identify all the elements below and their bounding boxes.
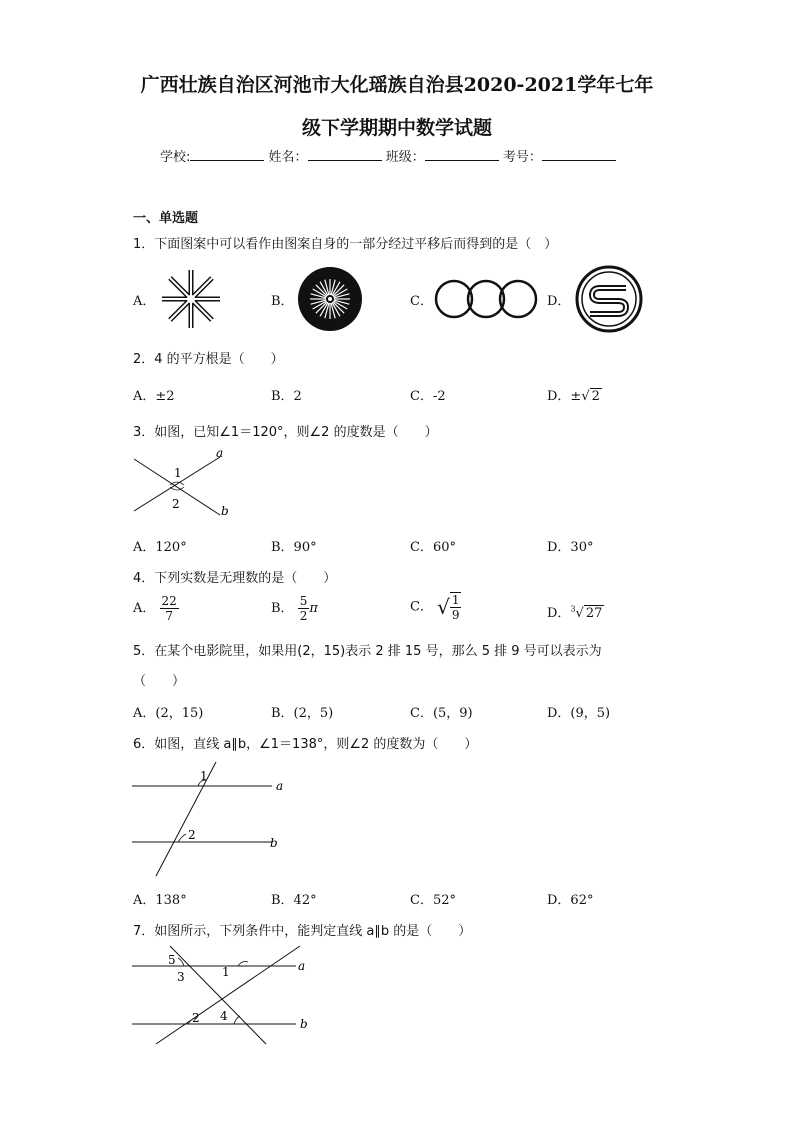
q4-option-c: C． √ $\frac{1}{9}$ bbox=[410, 593, 460, 622]
question-5-stem-line2: （ ） bbox=[133, 674, 186, 689]
q5-option-d: D．(9，5) bbox=[547, 706, 611, 721]
q4-d-root-index: 3 bbox=[570, 604, 576, 614]
exam-no-field[interactable] bbox=[542, 148, 616, 161]
q4-option-c-fraction bbox=[450, 592, 462, 622]
q3-option-c: C．60° bbox=[410, 540, 456, 555]
q3-angle-1-label: 1 bbox=[174, 466, 182, 480]
q5-option-c: C．(5，9) bbox=[410, 706, 473, 721]
q4-option-d: D．$^3$√ 27 bbox=[547, 604, 603, 621]
question-7-stem: 7．如图所示，下列条件中，能判定直线 a∥b 的是（ ） bbox=[133, 924, 472, 939]
q6-line-b-label: b bbox=[270, 836, 278, 850]
q3-angle-2-label: 2 bbox=[172, 497, 180, 511]
q1-option-b-label: B． bbox=[271, 294, 294, 309]
q3-option-a: A．120° bbox=[133, 540, 187, 555]
exam-no-label: 考号： bbox=[502, 150, 542, 165]
q3-option-b: B．90° bbox=[271, 540, 317, 555]
q7-line-b-label: b bbox=[300, 1017, 308, 1031]
q4-option-a bbox=[133, 594, 179, 623]
q1-star-burst-figure bbox=[158, 266, 224, 332]
q7-angle-5-label: 5 bbox=[168, 953, 176, 967]
q6-option-b: B．42° bbox=[271, 893, 317, 908]
q6-option-a: A．138° bbox=[133, 893, 187, 908]
q2-option-d-radicand: 2 bbox=[591, 389, 600, 404]
q4-option-d-prefix: D． bbox=[547, 606, 571, 621]
q4-c-numerator: 1 bbox=[451, 593, 460, 607]
q1-sun-circle-figure bbox=[296, 266, 364, 332]
name-field[interactable] bbox=[308, 148, 382, 161]
q6-line-a-label: a bbox=[276, 779, 284, 793]
q2-option-d: D．±√ 2 bbox=[547, 389, 600, 404]
question-3-stem: 3．如图，已知∠1＝120°，则∠2 的度数是（ ） bbox=[133, 425, 438, 440]
q7-angle-2-label: 2 bbox=[192, 1011, 200, 1025]
question-6-stem: 6．如图，直线 a∥b，∠1＝138°，则∠2 的度数为（ ） bbox=[133, 737, 478, 752]
school-field[interactable] bbox=[190, 148, 264, 161]
q7-parallel-lines-figure bbox=[130, 944, 320, 1048]
question-2-stem: 2．4 的平方根是（ ） bbox=[133, 352, 284, 367]
q4-option-c-prefix: C． bbox=[410, 599, 433, 615]
q3-intersecting-lines-figure bbox=[130, 447, 240, 523]
q6-parallel-lines-figure bbox=[130, 760, 290, 878]
q4-option-a-fraction bbox=[160, 594, 179, 623]
q4-a-numerator: 22 bbox=[161, 594, 177, 608]
class-field[interactable] bbox=[425, 148, 499, 161]
q4-a-denominator: 7 bbox=[165, 609, 173, 623]
q4-b-pi: π bbox=[309, 601, 318, 616]
page-title-line1: 广西壮族自治区河池市大化瑶族自治县2020-2021学年七年 bbox=[140, 74, 654, 96]
q6-angle-1-label: 1 bbox=[200, 769, 208, 783]
section-heading: 一、单选题 bbox=[133, 211, 199, 226]
student-info-line bbox=[160, 146, 616, 165]
name-label: 姓名： bbox=[268, 150, 308, 165]
question-4-stem: 4．下列实数是无理数的是（ ） bbox=[133, 571, 337, 586]
q4-b-numerator: 5 bbox=[299, 594, 308, 608]
q1-option-a-label: A． bbox=[133, 294, 156, 309]
q6-angle-2-label: 2 bbox=[188, 828, 196, 842]
school-label: 学校: bbox=[160, 150, 191, 165]
page-title-line2: 级下学期期中数学试题 bbox=[301, 117, 492, 139]
q4-option-b-fraction bbox=[298, 594, 310, 623]
q4-d-radicand: 27 bbox=[585, 606, 603, 621]
q3-line-a-label: a bbox=[216, 447, 224, 460]
q4-option-a-prefix: A． bbox=[133, 601, 156, 616]
q7-angle-3-label: 3 bbox=[177, 970, 185, 984]
q2-option-a: A．±2 bbox=[133, 389, 175, 404]
q2-option-d-prefix: D．± bbox=[547, 389, 582, 404]
q1-three-rings-figure bbox=[434, 278, 540, 320]
q4-b-denominator: 2 bbox=[299, 609, 308, 623]
question-1-stem: 1．下面图案中可以看作由图案自身的一部分经过平移后而得到的是（ ） bbox=[133, 237, 558, 252]
q4-c-denominator: 9 bbox=[451, 608, 460, 622]
q6-option-d: D．62° bbox=[547, 893, 594, 908]
question-5-stem-line1: 5．在某个电影院里，如果用(2，15)表示 2 排 15 号，那么 5 排 9 号可以表示为 bbox=[133, 644, 602, 659]
q5-option-b: B．(2，5) bbox=[271, 706, 334, 721]
q3-option-d: D．30° bbox=[547, 540, 594, 555]
q4-option-b-prefix: B． bbox=[271, 601, 294, 616]
q1-option-d-label: D． bbox=[547, 294, 571, 309]
q4-option-b bbox=[271, 594, 318, 623]
q5-option-a: A．(2，15) bbox=[133, 706, 204, 721]
class-label: 班级： bbox=[385, 150, 425, 165]
q2-option-c: C．-2 bbox=[410, 389, 446, 404]
q7-line-a-label: a bbox=[298, 959, 306, 973]
q7-angle-1-label: 1 bbox=[222, 965, 230, 979]
q1-s-logo-figure bbox=[574, 264, 644, 334]
q1-option-c-label: C． bbox=[410, 294, 433, 309]
q7-angle-4-label: 4 bbox=[220, 1009, 228, 1023]
q2-option-b: B．2 bbox=[271, 389, 302, 404]
q3-line-b-label: b bbox=[221, 504, 229, 518]
q6-option-c: C．52° bbox=[410, 893, 456, 908]
